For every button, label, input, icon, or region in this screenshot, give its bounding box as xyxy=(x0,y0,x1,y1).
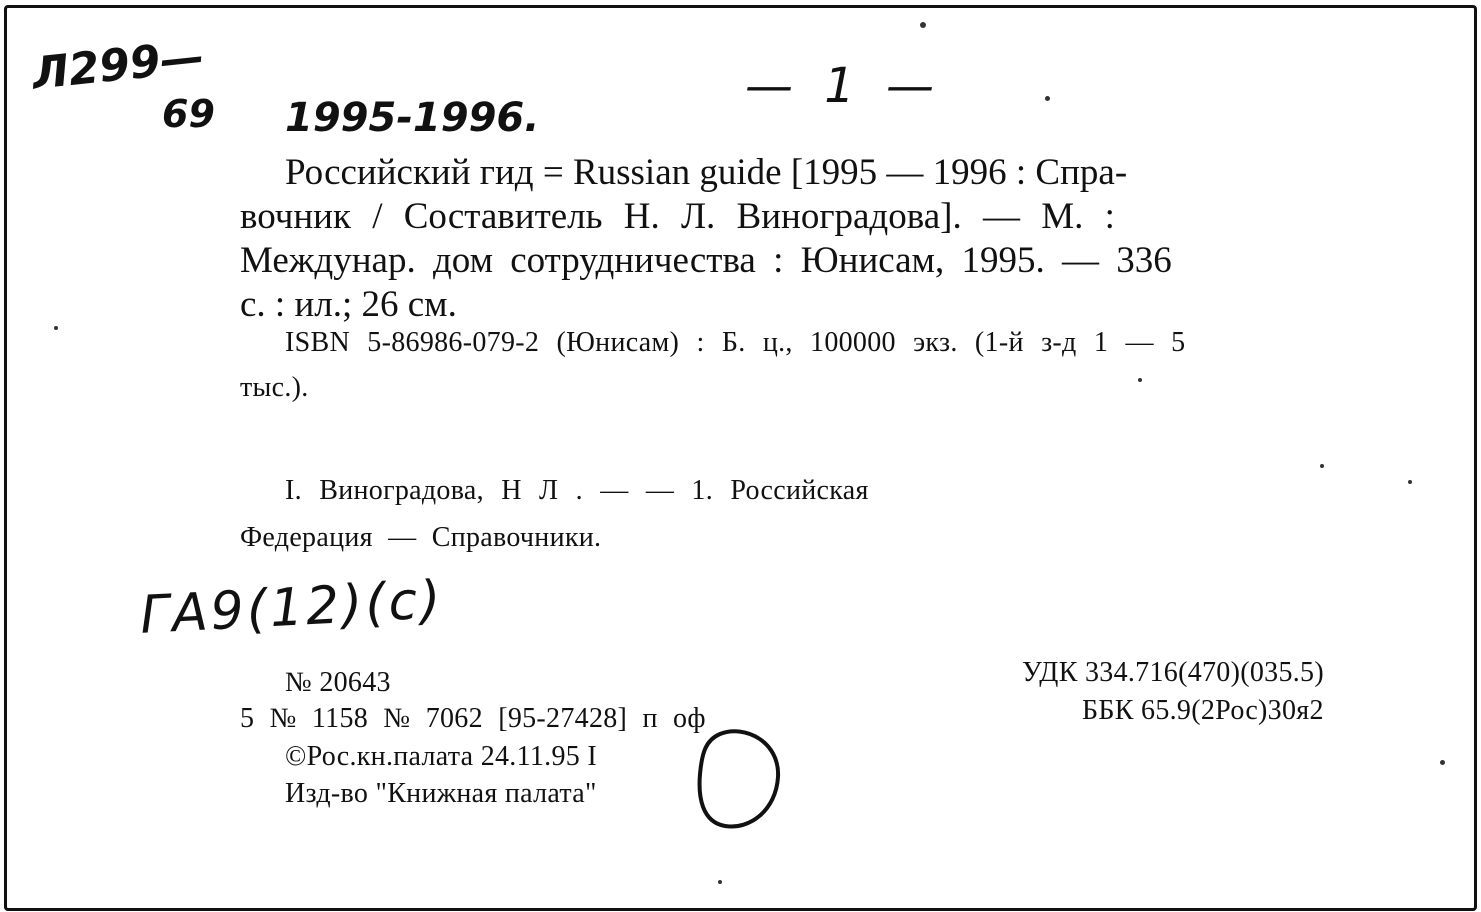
speck xyxy=(1408,480,1412,484)
udc-code: УДК 334.716(470)(035.5) xyxy=(1022,657,1324,688)
speck xyxy=(1440,760,1445,765)
handwritten-years: 1995-1996. xyxy=(285,95,540,141)
footer-left-line-1: № 20643 xyxy=(285,667,391,698)
circle-mark-icon xyxy=(690,722,790,832)
bbk-code: ББК 65.9(2Рос)30я2 xyxy=(1082,695,1324,726)
footer-left-line-4: Изд-во "Книжная палата" xyxy=(285,778,597,809)
handwritten-class-code: ГА9(12)(с) xyxy=(138,570,445,646)
description-line-2: вочник / Составитель Н. Л. Виноградова]. — М. : xyxy=(240,196,1115,237)
footer-left-line-3: ©Рос.кн.палата 24.11.95 I xyxy=(285,741,597,772)
handwritten-code-bottom: 69 xyxy=(162,92,215,136)
footer-left-line-2: 5 № 1158 № 7062 [95-27428] п оф xyxy=(240,703,706,734)
isbn-line-1: ISBN 5-86986-079-2 (Юнисам) : Б. ц., 100000 экз. (1-й з-д 1 — 5 xyxy=(285,327,1186,358)
speck xyxy=(920,22,926,28)
speck xyxy=(1138,378,1142,382)
speck xyxy=(718,880,722,884)
tracings-line-1: I. Виноградова, Н Л . — — 1. Российская xyxy=(285,475,869,506)
tracings-line-2: Федерация — Справочники. xyxy=(240,522,602,553)
speck xyxy=(1320,464,1324,468)
speck xyxy=(54,326,58,330)
isbn-line-2: тыс.). xyxy=(240,372,309,403)
description-line-4: с. : ил.; 26 см. xyxy=(240,284,457,325)
handwritten-card-number: — 1 — xyxy=(745,58,943,114)
speck xyxy=(1045,96,1050,101)
description-line-1: Российский гид = Russian guide [1995 — 1996 : Спра- xyxy=(285,152,1128,193)
handwritten-code-top: Л299— xyxy=(29,31,207,100)
description-line-3: Междунар. дом сотрудничества : Юнисам, 1995. — 336 xyxy=(240,240,1172,281)
